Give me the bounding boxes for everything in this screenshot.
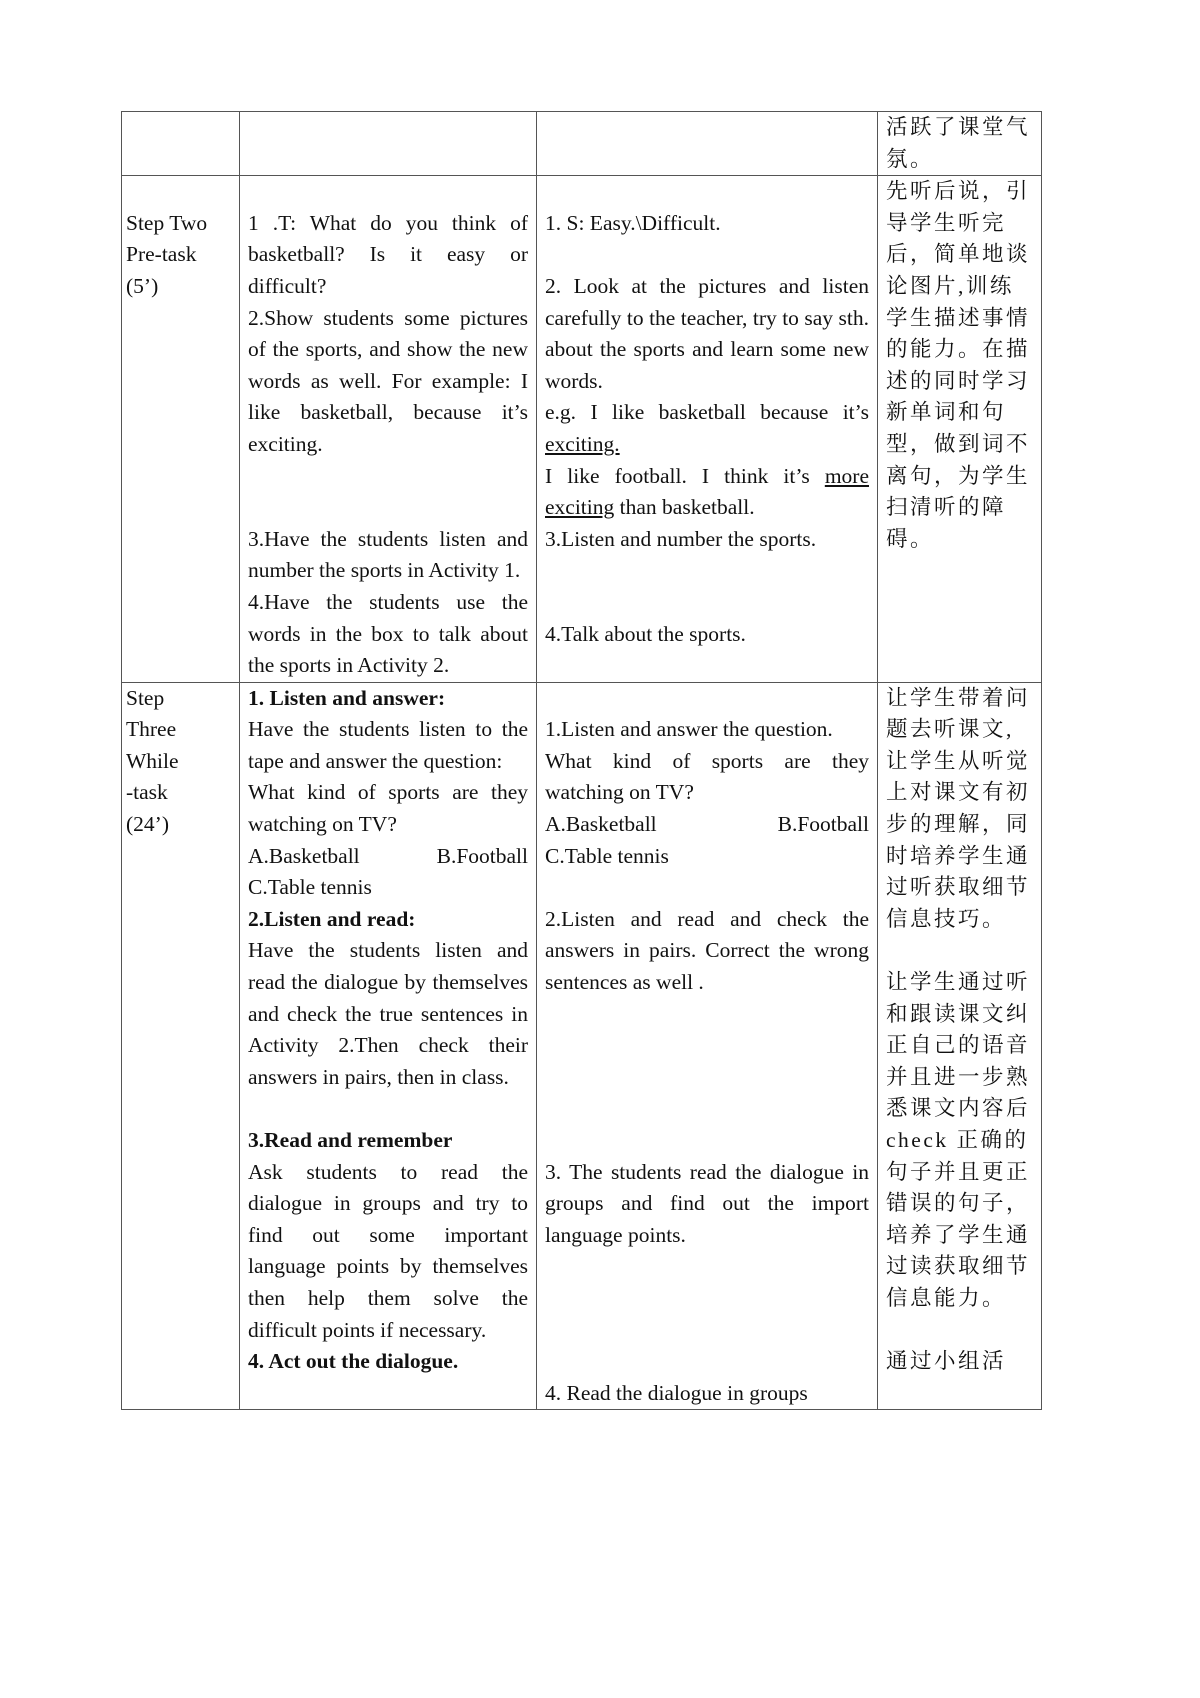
step-cell: [122, 682, 240, 1410]
student-activity: 3.Listen and number the sports.: [545, 526, 817, 551]
purpose-text: 活跃了课堂气氛。: [886, 115, 1031, 171]
teacher-activity: Ask students to read the dialogue in groups and try to find out some important language points by themselves then help them solve the difficult points if necessary.: [248, 1159, 528, 1342]
purpose-text: 先听后说，引导学生听完后，简单地谈论图片,训练学生描述事情的能力。在描述的同时学习新单词和句型，做到词不离句，为学生扫清听的障碍。: [886, 179, 1031, 551]
student-activity: 4.Talk about the sports.: [545, 621, 746, 646]
student-activity: 3. The students read the dialogue in groups and find out the import language points.: [545, 1159, 869, 1247]
step-stage: -task: [126, 780, 168, 805]
step-label: Step Two: [126, 210, 208, 235]
teacher-activity: 4.Have the students use the words in the box to talk about the sports in Activity 2.: [248, 589, 528, 678]
step-stage: While: [126, 748, 179, 773]
table-row: [122, 176, 1042, 683]
student-cell: [537, 682, 878, 1410]
table-row: [122, 682, 1042, 1410]
student-activity: 2.Listen and read and check the answers in pairs. Correct the wrong sentences as well .: [545, 906, 869, 995]
step-cell: [122, 112, 240, 176]
student-cell: [537, 176, 878, 683]
activity-heading: 4. Act out the dialogue.: [248, 1349, 459, 1374]
activity-heading: 1. Listen and answer:: [248, 685, 446, 710]
step-stage: Pre-task: [126, 242, 197, 267]
teacher-cell: [240, 682, 537, 1410]
answer-option: C.Table tennis: [248, 875, 372, 900]
answer-option: C.Table tennis: [545, 843, 669, 868]
activity-heading: 3.Read and remember: [248, 1128, 453, 1152]
teacher-cell: [240, 112, 537, 176]
answer-options: A.Basketball B.Football: [248, 843, 528, 868]
student-activity: 1.Listen and answer the question.: [545, 717, 833, 742]
step-time: (5’): [126, 273, 159, 298]
student-activity: 4. Read the dialogue in groups: [545, 1380, 808, 1405]
question: What kind of sports are they watching on TV?: [545, 748, 869, 805]
teacher-activity: Have the students listen and read the dialogue by themselves and check the true sentences in Activity 2.Then check their answers in pairs, then in class.: [248, 938, 528, 1089]
step-label: Three: [126, 717, 177, 742]
teacher-activity: 2.Show students some pictures of the sports, and show the new words as well. For example: I like basketball, because it’s exciting.: [248, 305, 528, 456]
purpose-text: 让学生通过听和跟读课文纠正自己的语音并且进一步熟悉课文内容后check 正确的句子并且更正错误的句子，培养了学生通过读获取细节信息能力。: [886, 970, 1031, 1310]
purpose-cell: [878, 176, 1042, 683]
teacher-cell: [240, 176, 537, 683]
purpose-cell: [878, 112, 1042, 176]
step-cell: [122, 176, 240, 683]
teacher-activity: Have the students listen to the tape and answer the question:: [248, 717, 528, 773]
purpose-cell: [878, 682, 1042, 1410]
answer-options: A.Basketball B.Football: [545, 812, 869, 837]
teacher-activity: 1 .T: What do you think of basketball? Is it easy or difficult?: [248, 210, 528, 298]
question: What kind of sports are they watching on TV?: [248, 780, 528, 837]
teacher-activity: 3.Have the students listen and number the sports in Activity 1.: [248, 526, 528, 583]
table-row: [122, 112, 1042, 176]
step-label: Step: [126, 685, 165, 710]
example-sentence: e.g. I like basketball because it’s exciting.: [545, 400, 869, 456]
purpose-text: 通过小组活: [886, 1349, 1007, 1374]
step-time: (24’): [126, 812, 169, 837]
purpose-text: 让学生带着问题去听课文,让学生从听觉上对课文有初步的理解，同时培养学生通过听获取细节信息技巧。: [886, 685, 1031, 931]
example-sentence: I like football. I think it’s more exciting than basketball.: [545, 463, 869, 520]
student-cell: [537, 112, 878, 176]
student-activity: 1. S: Easy.\Difficult.: [545, 210, 721, 235]
activity-heading: 2.Listen and read:: [248, 906, 416, 931]
student-activity: 2. Look at the pictures and listen carefully to the teacher, try to say sth. about the sports and learn some new words.: [545, 273, 869, 393]
lesson-plan-table: [121, 111, 1042, 1410]
